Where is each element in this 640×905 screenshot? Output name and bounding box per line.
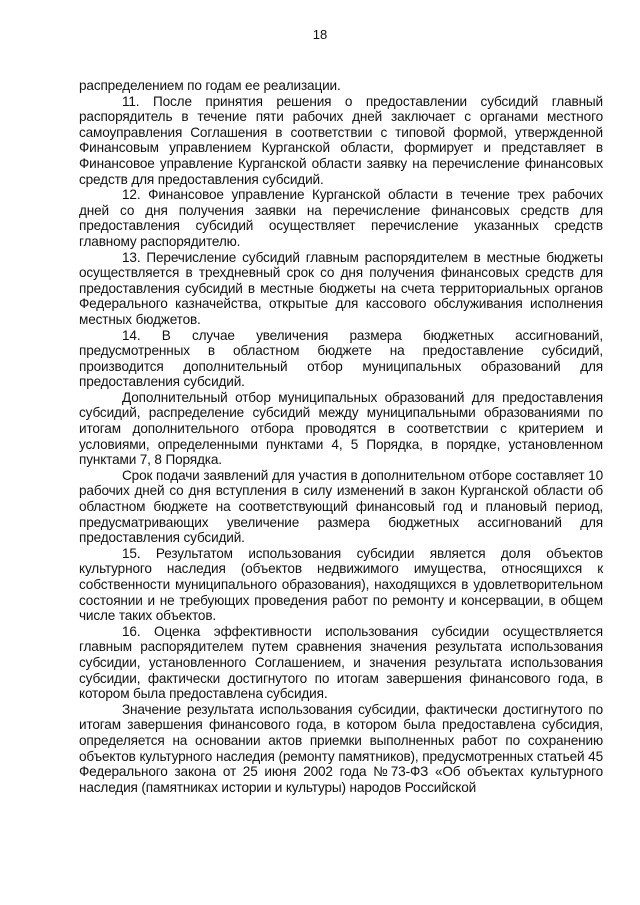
paragraph-14: 14. В случае увеличения размера бюджетных ассигнований, предусмотренных в областном бюджете на предоставление субсидий, производится дополнительный отбор муниципальных образований для предоставления субсидий. <box>79 327 603 390</box>
body-text <box>79 78 603 795</box>
paragraph-14-additional-selection: Дополнительный отбор муниципальных образований для предоставления субсидий, распределение субсидий между муниципальными образованиями по итогам дополнительного отбора проводятся в соответствии с критерием и условиями, определенными пунктами 4, 5 Порядка, в порядке, установленном пунктами 7, 8 Порядка. <box>79 389 603 468</box>
paragraph-16: 16. Оценка эффективности использования субсидии осуществляется главным распорядителем путем сравнения значения результата использования субсидии, установленного Соглашением, и значения результата использования субсидии, фактически достигнутого по итогам завершения финансового года, в котором была предоставлена субсидия. <box>79 623 603 702</box>
paragraph-13: 13. Перечисление субсидий главным распорядителем в местные бюджеты осуществляется в трехдневный срок со дня получения финансовых средств для предоставления субсидий в местные бюджеты на счета территориальных органов Федерального казначейства, открытые для кассового обслуживания исполнения местных бюджетов. <box>79 249 603 327</box>
paragraph-11: 11. После принятия решения о предоставлении субсидий главный распорядитель в течение пяти рабочих дней заключает с органами местного самоуправления Соглашения в соответствии с типовой формой, утвержденной Финансовым управлением Курганской области, формирует и представляет в Финансовое управление Курганской области заявку на перечисление финансовых средств для предоставления субсидий. <box>79 93 603 187</box>
paragraph-14-application-deadline: Срок подачи заявлений для участия в дополнительном отборе составляет 10 рабочих дней со дня вступления в силу изменений в закон Курганской области об областном бюджете на соответствующий финансовый год и плановый период, предусматривающих увеличение размера бюджетных ассигнований для предоставления субсидий. <box>79 467 603 546</box>
paragraph-continuation: распределением по годам ее реализации. <box>79 78 341 93</box>
page-number: 18 <box>312 27 328 42</box>
paragraph-12: 12. Финансовое управление Курганской области в течение трех рабочих дней со дня получения заявки на перечисление финансовых средств для предоставления субсидий осуществляет перечисление указанных средств главному распорядителю. <box>79 187 603 249</box>
paragraph-16-result-value: Значение результата использования субсидии, фактически достигнутого по итогам завершения финансового года, в котором была предоставлена субсидия, определяется на основании актов приемки выполненных работ по сохранению объектов культурного наследия (ремонту памятников), предусмотренных статьей 45 Федерального закона от 25 июня 2002 года №73-ФЗ «Об объектах культурного наследия (памятниках истории и культуры) народов Российской <box>79 701 603 795</box>
paragraph-15: 15. Результатом использования субсидии является доля объектов культурного наследия (объектов недвижимого имущества, относящихся к собственности муниципального образования), находящихся в удовлетворительном состоянии и не требующих проведения работ по ремонту и консервации, в общем числе таких объектов. <box>79 545 603 624</box>
